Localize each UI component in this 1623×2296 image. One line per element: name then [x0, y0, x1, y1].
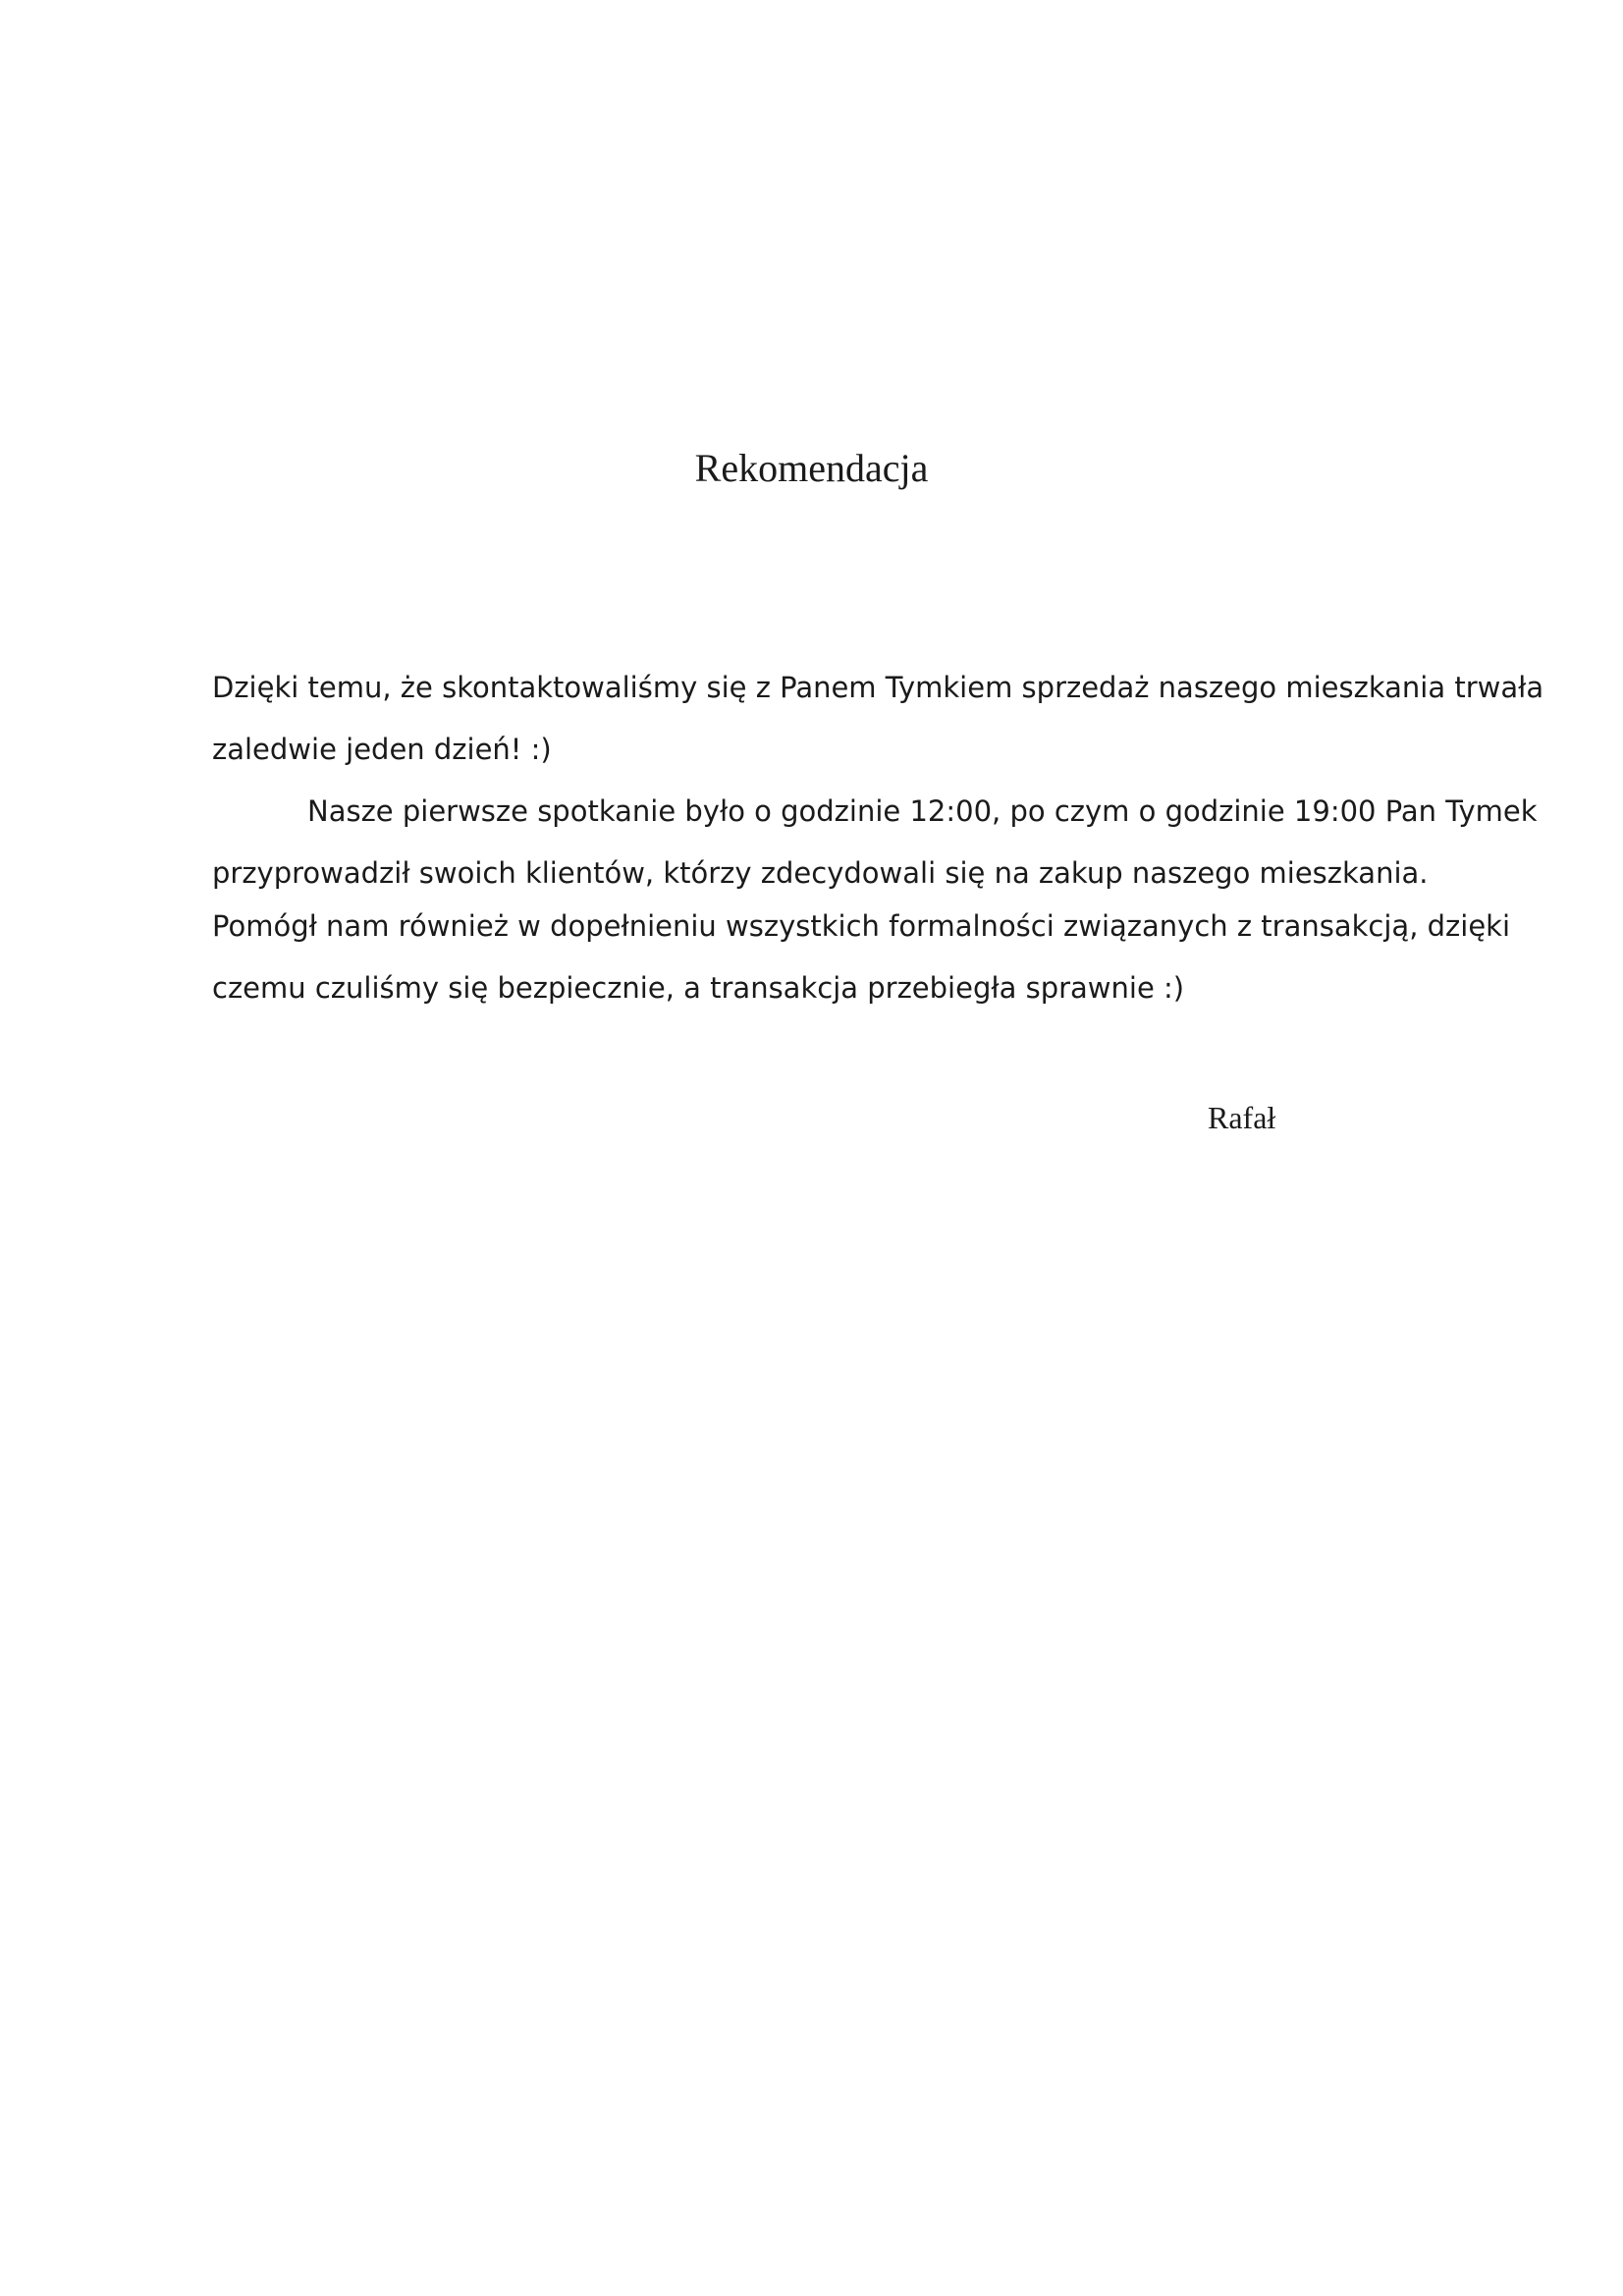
document-title: Rekomendacja [694, 446, 929, 490]
signature: Rafał [1208, 1100, 1276, 1135]
body-line-2: zaledwie jeden dzień! :) [212, 733, 552, 766]
body-line-3: Nasze pierwsze spotkanie było o godzinie 12:00, po czym o godzinie 19:00 Pan Tymek [307, 794, 1538, 828]
body-line-1: Dzięki temu, że skontaktowaliśmy się z Panem Tymkiem sprzedaż naszego mieszkania trwała [212, 671, 1544, 704]
body-line-5: Pomógł nam również w dopełnieniu wszystkich formalności związanych z transakcją, dzięki [212, 909, 1511, 943]
body-line-6: czemu czuliśmy się bezpiecznie, a transakcja przebiegła sprawnie :) [212, 971, 1185, 1005]
body-line-4: przyprowadził swoich klientów, którzy zdecydowali się na zakup naszego mieszkania. [212, 856, 1429, 890]
